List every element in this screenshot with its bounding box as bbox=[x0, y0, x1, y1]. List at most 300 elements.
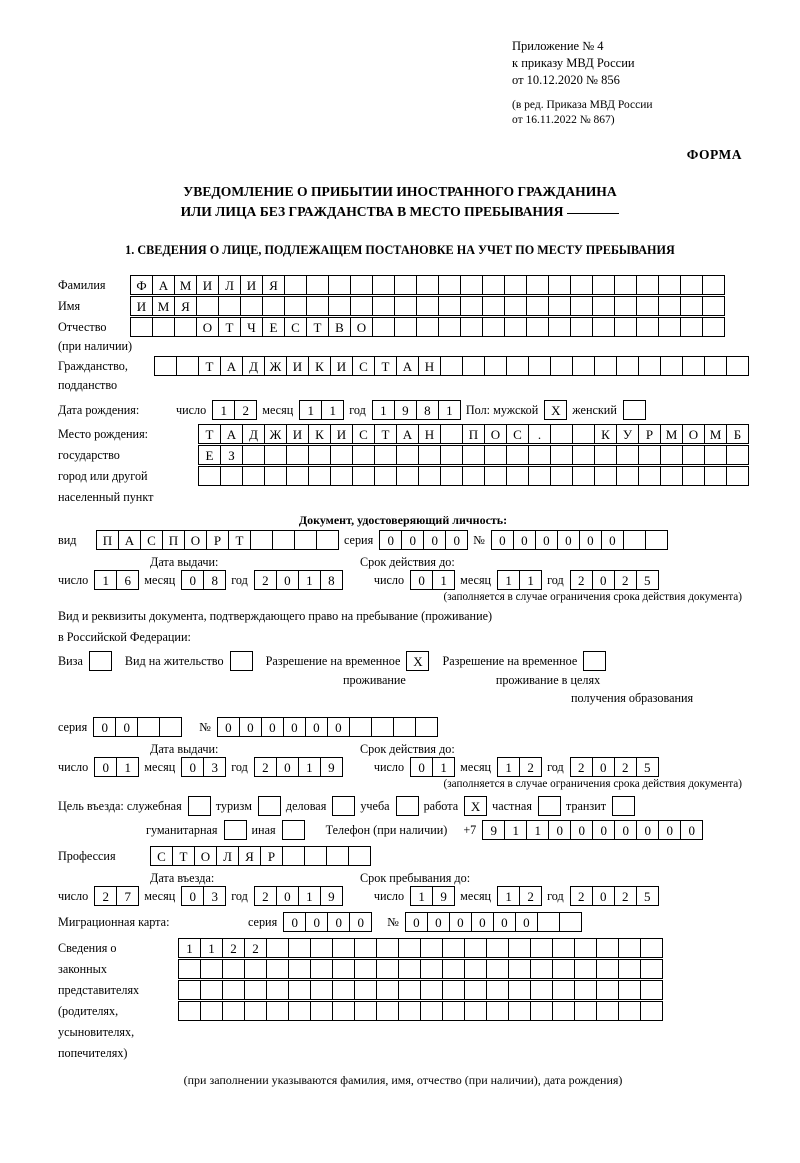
char-cell[interactable] bbox=[130, 317, 153, 337]
char-cell[interactable] bbox=[638, 356, 661, 376]
char-cell[interactable]: 0 bbox=[493, 912, 516, 932]
field-doc-series[interactable] bbox=[379, 530, 467, 550]
char-cell[interactable]: 1 bbox=[432, 757, 455, 777]
char-cell[interactable] bbox=[398, 959, 421, 979]
char-cell[interactable]: И bbox=[130, 296, 153, 316]
char-cell[interactable] bbox=[244, 959, 267, 979]
char-cell[interactable] bbox=[350, 296, 373, 316]
char-cell[interactable] bbox=[464, 980, 487, 1000]
char-cell[interactable]: 2 bbox=[254, 570, 277, 590]
char-cell[interactable]: 1 bbox=[519, 570, 542, 590]
field-legal-row-1[interactable] bbox=[178, 938, 662, 958]
char-cell[interactable] bbox=[572, 424, 595, 444]
char-cell[interactable]: Д bbox=[242, 356, 265, 376]
char-cell[interactable] bbox=[372, 275, 395, 295]
char-cell[interactable] bbox=[572, 356, 595, 376]
char-cell[interactable]: 0 bbox=[410, 570, 433, 590]
char-cell[interactable]: 1 bbox=[504, 820, 527, 840]
field-entry-month[interactable] bbox=[181, 886, 225, 906]
field-birth-year[interactable] bbox=[372, 400, 460, 420]
char-cell[interactable]: Т bbox=[228, 530, 251, 550]
char-cell[interactable]: 2 bbox=[519, 886, 542, 906]
char-cell[interactable] bbox=[559, 912, 582, 932]
field-permit-issue-year[interactable] bbox=[254, 757, 342, 777]
char-cell[interactable] bbox=[442, 938, 465, 958]
char-cell[interactable]: 0 bbox=[614, 820, 637, 840]
char-cell[interactable]: 0 bbox=[239, 717, 262, 737]
char-cell[interactable]: 0 bbox=[276, 757, 299, 777]
char-cell[interactable]: Т bbox=[172, 846, 195, 866]
char-cell[interactable] bbox=[376, 959, 399, 979]
char-cell[interactable]: 0 bbox=[592, 570, 615, 590]
char-cell[interactable] bbox=[506, 356, 529, 376]
char-cell[interactable] bbox=[548, 317, 571, 337]
char-cell[interactable]: 9 bbox=[320, 757, 343, 777]
char-cell[interactable] bbox=[286, 466, 309, 486]
char-cell[interactable] bbox=[398, 938, 421, 958]
char-cell[interactable] bbox=[332, 796, 355, 816]
char-cell[interactable]: 0 bbox=[579, 530, 602, 550]
field-doc-issue-month[interactable] bbox=[181, 570, 225, 590]
char-cell[interactable]: Л bbox=[218, 275, 241, 295]
char-cell[interactable] bbox=[594, 445, 617, 465]
char-cell[interactable] bbox=[288, 938, 311, 958]
char-cell[interactable]: С bbox=[150, 846, 173, 866]
char-cell[interactable] bbox=[640, 938, 663, 958]
char-cell[interactable] bbox=[438, 317, 461, 337]
char-cell[interactable]: О bbox=[484, 424, 507, 444]
checkbox-humanitarian[interactable] bbox=[224, 820, 246, 840]
char-cell[interactable] bbox=[244, 980, 267, 1000]
field-phone[interactable] bbox=[482, 820, 702, 840]
char-cell[interactable] bbox=[376, 980, 399, 1000]
char-cell[interactable] bbox=[682, 466, 705, 486]
char-cell[interactable]: 9 bbox=[482, 820, 505, 840]
char-cell[interactable] bbox=[159, 717, 182, 737]
char-cell[interactable] bbox=[440, 424, 463, 444]
char-cell[interactable]: 0 bbox=[680, 820, 703, 840]
char-cell[interactable]: С bbox=[352, 356, 375, 376]
char-cell[interactable]: 2 bbox=[614, 570, 637, 590]
char-cell[interactable]: И bbox=[196, 275, 219, 295]
char-cell[interactable]: 1 bbox=[298, 570, 321, 590]
char-cell[interactable] bbox=[418, 466, 441, 486]
char-cell[interactable] bbox=[178, 1001, 201, 1021]
char-cell[interactable] bbox=[574, 938, 597, 958]
char-cell[interactable] bbox=[354, 1001, 377, 1021]
char-cell[interactable]: . bbox=[528, 424, 551, 444]
char-cell[interactable] bbox=[660, 445, 683, 465]
char-cell[interactable] bbox=[152, 317, 175, 337]
char-cell[interactable]: 1 bbox=[497, 757, 520, 777]
char-cell[interactable] bbox=[594, 466, 617, 486]
char-cell[interactable]: 2 bbox=[614, 886, 637, 906]
char-cell[interactable]: И bbox=[286, 356, 309, 376]
char-cell[interactable] bbox=[614, 296, 637, 316]
char-cell[interactable]: 0 bbox=[557, 530, 580, 550]
char-cell[interactable]: М bbox=[704, 424, 727, 444]
char-cell[interactable] bbox=[526, 275, 549, 295]
char-cell[interactable] bbox=[420, 959, 443, 979]
field-permit-valid-year[interactable] bbox=[570, 757, 658, 777]
char-cell[interactable]: X bbox=[406, 651, 429, 671]
char-cell[interactable] bbox=[464, 938, 487, 958]
char-cell[interactable] bbox=[272, 530, 295, 550]
char-cell[interactable]: 1 bbox=[497, 886, 520, 906]
char-cell[interactable] bbox=[416, 296, 439, 316]
char-cell[interactable] bbox=[658, 275, 681, 295]
char-cell[interactable]: 0 bbox=[327, 717, 350, 737]
char-cell[interactable] bbox=[438, 296, 461, 316]
char-cell[interactable]: 6 bbox=[116, 570, 139, 590]
char-cell[interactable] bbox=[484, 445, 507, 465]
char-cell[interactable]: А bbox=[118, 530, 141, 550]
char-cell[interactable]: 0 bbox=[327, 912, 350, 932]
char-cell[interactable] bbox=[188, 796, 211, 816]
char-cell[interactable]: 1 bbox=[497, 570, 520, 590]
checkbox-male[interactable] bbox=[544, 400, 566, 420]
char-cell[interactable] bbox=[306, 275, 329, 295]
char-cell[interactable]: Р bbox=[260, 846, 283, 866]
char-cell[interactable]: И bbox=[330, 356, 353, 376]
char-cell[interactable]: 0 bbox=[379, 530, 402, 550]
char-cell[interactable] bbox=[176, 356, 199, 376]
char-cell[interactable] bbox=[570, 317, 593, 337]
char-cell[interactable]: 2 bbox=[570, 570, 593, 590]
char-cell[interactable]: Б bbox=[726, 424, 749, 444]
char-cell[interactable] bbox=[572, 466, 595, 486]
char-cell[interactable] bbox=[310, 1001, 333, 1021]
char-cell[interactable] bbox=[486, 980, 509, 1000]
char-cell[interactable]: 0 bbox=[491, 530, 514, 550]
field-stay-year[interactable] bbox=[570, 886, 658, 906]
char-cell[interactable]: Р bbox=[638, 424, 661, 444]
char-cell[interactable] bbox=[266, 980, 289, 1000]
char-cell[interactable] bbox=[484, 466, 507, 486]
char-cell[interactable]: Я bbox=[262, 275, 285, 295]
char-cell[interactable]: 9 bbox=[394, 400, 417, 420]
field-legal-row-2[interactable] bbox=[178, 959, 662, 979]
char-cell[interactable] bbox=[460, 275, 483, 295]
char-cell[interactable]: П bbox=[462, 424, 485, 444]
char-cell[interactable]: 7 bbox=[116, 886, 139, 906]
field-legal-row-4[interactable] bbox=[178, 1001, 662, 1021]
char-cell[interactable] bbox=[264, 466, 287, 486]
char-cell[interactable] bbox=[636, 275, 659, 295]
field-doc-number[interactable] bbox=[491, 530, 667, 550]
char-cell[interactable]: О bbox=[194, 846, 217, 866]
char-cell[interactable] bbox=[508, 959, 531, 979]
char-cell[interactable] bbox=[420, 980, 443, 1000]
char-cell[interactable]: Н bbox=[418, 356, 441, 376]
char-cell[interactable] bbox=[702, 296, 725, 316]
char-cell[interactable] bbox=[574, 980, 597, 1000]
char-cell[interactable] bbox=[550, 424, 573, 444]
char-cell[interactable] bbox=[528, 466, 551, 486]
char-cell[interactable] bbox=[440, 356, 463, 376]
char-cell[interactable] bbox=[482, 317, 505, 337]
field-surname[interactable] bbox=[130, 275, 724, 295]
char-cell[interactable] bbox=[394, 296, 417, 316]
char-cell[interactable] bbox=[294, 530, 317, 550]
char-cell[interactable] bbox=[196, 296, 219, 316]
char-cell[interactable]: И bbox=[286, 424, 309, 444]
char-cell[interactable] bbox=[266, 938, 289, 958]
field-permit-issue-month[interactable] bbox=[181, 757, 225, 777]
char-cell[interactable] bbox=[486, 938, 509, 958]
field-birthplace-city-2[interactable] bbox=[198, 466, 748, 486]
char-cell[interactable] bbox=[416, 275, 439, 295]
char-cell[interactable]: 1 bbox=[116, 757, 139, 777]
char-cell[interactable]: 1 bbox=[410, 886, 433, 906]
char-cell[interactable] bbox=[548, 275, 571, 295]
char-cell[interactable] bbox=[612, 796, 635, 816]
char-cell[interactable]: 2 bbox=[614, 757, 637, 777]
char-cell[interactable] bbox=[396, 796, 419, 816]
char-cell[interactable] bbox=[349, 717, 372, 737]
char-cell[interactable]: 0 bbox=[515, 912, 538, 932]
char-cell[interactable] bbox=[504, 275, 527, 295]
char-cell[interactable] bbox=[178, 980, 201, 1000]
char-cell[interactable]: 0 bbox=[276, 886, 299, 906]
char-cell[interactable]: 0 bbox=[423, 530, 446, 550]
char-cell[interactable] bbox=[222, 1001, 245, 1021]
char-cell[interactable]: 2 bbox=[519, 757, 542, 777]
char-cell[interactable] bbox=[640, 980, 663, 1000]
char-cell[interactable]: К bbox=[594, 424, 617, 444]
char-cell[interactable]: Т bbox=[198, 424, 221, 444]
char-cell[interactable]: Т bbox=[306, 317, 329, 337]
char-cell[interactable] bbox=[288, 980, 311, 1000]
char-cell[interactable]: Т bbox=[218, 317, 241, 337]
char-cell[interactable] bbox=[645, 530, 668, 550]
char-cell[interactable] bbox=[330, 445, 353, 465]
char-cell[interactable] bbox=[592, 296, 615, 316]
char-cell[interactable] bbox=[266, 1001, 289, 1021]
char-cell[interactable] bbox=[200, 1001, 223, 1021]
field-entry-day[interactable] bbox=[94, 886, 138, 906]
char-cell[interactable]: 1 bbox=[212, 400, 235, 420]
char-cell[interactable]: 0 bbox=[636, 820, 659, 840]
field-birthplace-state[interactable] bbox=[198, 424, 748, 444]
char-cell[interactable]: X bbox=[544, 400, 567, 420]
field-stay-day[interactable] bbox=[410, 886, 454, 906]
char-cell[interactable]: М bbox=[174, 275, 197, 295]
char-cell[interactable] bbox=[680, 275, 703, 295]
char-cell[interactable]: Р bbox=[206, 530, 229, 550]
char-cell[interactable] bbox=[462, 445, 485, 465]
char-cell[interactable]: И bbox=[240, 275, 263, 295]
char-cell[interactable] bbox=[376, 938, 399, 958]
char-cell[interactable]: 0 bbox=[305, 912, 328, 932]
char-cell[interactable]: 0 bbox=[181, 886, 204, 906]
char-cell[interactable]: 0 bbox=[427, 912, 450, 932]
field-stay-month[interactable] bbox=[497, 886, 541, 906]
char-cell[interactable]: 2 bbox=[94, 886, 117, 906]
checkbox-edu-residence[interactable] bbox=[583, 651, 605, 671]
char-cell[interactable]: А bbox=[220, 356, 243, 376]
char-cell[interactable] bbox=[230, 651, 253, 671]
char-cell[interactable] bbox=[352, 445, 375, 465]
char-cell[interactable] bbox=[462, 466, 485, 486]
char-cell[interactable]: 0 bbox=[601, 530, 624, 550]
char-cell[interactable] bbox=[530, 959, 553, 979]
char-cell[interactable] bbox=[596, 1001, 619, 1021]
char-cell[interactable] bbox=[574, 959, 597, 979]
char-cell[interactable]: 1 bbox=[299, 400, 322, 420]
char-cell[interactable] bbox=[486, 959, 509, 979]
char-cell[interactable]: 0 bbox=[592, 886, 615, 906]
char-cell[interactable]: 2 bbox=[570, 886, 593, 906]
char-cell[interactable] bbox=[640, 959, 663, 979]
char-cell[interactable]: 1 bbox=[526, 820, 549, 840]
char-cell[interactable] bbox=[442, 1001, 465, 1021]
char-cell[interactable] bbox=[371, 717, 394, 737]
char-cell[interactable]: Ж bbox=[264, 356, 287, 376]
field-birth-day[interactable] bbox=[212, 400, 256, 420]
char-cell[interactable] bbox=[530, 980, 553, 1000]
char-cell[interactable] bbox=[250, 530, 273, 550]
char-cell[interactable]: 1 bbox=[298, 886, 321, 906]
field-entry-year[interactable] bbox=[254, 886, 342, 906]
char-cell[interactable] bbox=[218, 296, 241, 316]
char-cell[interactable] bbox=[460, 296, 483, 316]
char-cell[interactable]: 1 bbox=[298, 757, 321, 777]
char-cell[interactable]: 0 bbox=[570, 820, 593, 840]
field-name[interactable] bbox=[130, 296, 724, 316]
char-cell[interactable] bbox=[726, 466, 749, 486]
char-cell[interactable] bbox=[464, 959, 487, 979]
field-doc-kind[interactable] bbox=[96, 530, 338, 550]
char-cell[interactable] bbox=[658, 296, 681, 316]
char-cell[interactable] bbox=[354, 959, 377, 979]
char-cell[interactable]: Е bbox=[262, 317, 285, 337]
char-cell[interactable]: Ж bbox=[264, 424, 287, 444]
char-cell[interactable] bbox=[618, 1001, 641, 1021]
char-cell[interactable] bbox=[702, 275, 725, 295]
char-cell[interactable]: А bbox=[220, 424, 243, 444]
char-cell[interactable]: 2 bbox=[254, 757, 277, 777]
char-cell[interactable] bbox=[526, 296, 549, 316]
char-cell[interactable] bbox=[420, 938, 443, 958]
char-cell[interactable] bbox=[326, 846, 349, 866]
char-cell[interactable]: Ф bbox=[130, 275, 153, 295]
char-cell[interactable] bbox=[242, 466, 265, 486]
char-cell[interactable]: 0 bbox=[410, 757, 433, 777]
char-cell[interactable]: 1 bbox=[178, 938, 201, 958]
char-cell[interactable] bbox=[596, 980, 619, 1000]
char-cell[interactable]: 0 bbox=[592, 757, 615, 777]
field-birth-month[interactable] bbox=[299, 400, 343, 420]
char-cell[interactable] bbox=[616, 466, 639, 486]
char-cell[interactable] bbox=[242, 445, 265, 465]
char-cell[interactable] bbox=[372, 317, 395, 337]
char-cell[interactable] bbox=[398, 1001, 421, 1021]
char-cell[interactable] bbox=[616, 356, 639, 376]
field-permit-valid-day[interactable] bbox=[410, 757, 454, 777]
char-cell[interactable] bbox=[548, 296, 571, 316]
char-cell[interactable] bbox=[614, 275, 637, 295]
char-cell[interactable] bbox=[592, 275, 615, 295]
char-cell[interactable] bbox=[680, 296, 703, 316]
char-cell[interactable] bbox=[282, 846, 305, 866]
char-cell[interactable] bbox=[266, 959, 289, 979]
char-cell[interactable]: О bbox=[184, 530, 207, 550]
field-doc-valid-month[interactable] bbox=[497, 570, 541, 590]
char-cell[interactable] bbox=[592, 317, 615, 337]
char-cell[interactable] bbox=[374, 466, 397, 486]
char-cell[interactable]: 0 bbox=[181, 757, 204, 777]
char-cell[interactable] bbox=[508, 1001, 531, 1021]
char-cell[interactable] bbox=[704, 445, 727, 465]
char-cell[interactable] bbox=[537, 912, 560, 932]
char-cell[interactable] bbox=[538, 796, 561, 816]
char-cell[interactable] bbox=[660, 466, 683, 486]
char-cell[interactable]: 0 bbox=[349, 912, 372, 932]
char-cell[interactable] bbox=[396, 445, 419, 465]
char-cell[interactable] bbox=[640, 1001, 663, 1021]
char-cell[interactable]: М bbox=[152, 296, 175, 316]
checkbox-business[interactable] bbox=[332, 796, 354, 816]
char-cell[interactable]: Д bbox=[242, 424, 265, 444]
char-cell[interactable] bbox=[440, 445, 463, 465]
field-permit-number[interactable] bbox=[217, 717, 437, 737]
char-cell[interactable]: А bbox=[152, 275, 175, 295]
char-cell[interactable] bbox=[583, 651, 606, 671]
char-cell[interactable] bbox=[462, 356, 485, 376]
char-cell[interactable]: Л bbox=[216, 846, 239, 866]
char-cell[interactable] bbox=[328, 296, 351, 316]
char-cell[interactable]: 0 bbox=[471, 912, 494, 932]
char-cell[interactable] bbox=[332, 1001, 355, 1021]
char-cell[interactable]: 9 bbox=[320, 886, 343, 906]
field-legal-row-3[interactable] bbox=[178, 980, 662, 1000]
checkbox-tourism[interactable] bbox=[258, 796, 280, 816]
char-cell[interactable]: 1 bbox=[372, 400, 395, 420]
char-cell[interactable] bbox=[618, 959, 641, 979]
char-cell[interactable]: Т bbox=[374, 356, 397, 376]
checkbox-visa[interactable] bbox=[89, 651, 111, 671]
char-cell[interactable]: 2 bbox=[222, 938, 245, 958]
char-cell[interactable]: К bbox=[308, 424, 331, 444]
char-cell[interactable] bbox=[200, 959, 223, 979]
char-cell[interactable] bbox=[618, 938, 641, 958]
char-cell[interactable] bbox=[420, 1001, 443, 1021]
char-cell[interactable] bbox=[636, 317, 659, 337]
char-cell[interactable] bbox=[552, 959, 575, 979]
char-cell[interactable] bbox=[596, 938, 619, 958]
char-cell[interactable]: 1 bbox=[438, 400, 461, 420]
char-cell[interactable] bbox=[308, 445, 331, 465]
char-cell[interactable] bbox=[374, 445, 397, 465]
char-cell[interactable]: 8 bbox=[320, 570, 343, 590]
char-cell[interactable]: 5 bbox=[636, 757, 659, 777]
char-cell[interactable] bbox=[332, 959, 355, 979]
char-cell[interactable]: 2 bbox=[570, 757, 593, 777]
checkbox-transit[interactable] bbox=[612, 796, 634, 816]
char-cell[interactable] bbox=[638, 445, 661, 465]
char-cell[interactable] bbox=[442, 959, 465, 979]
char-cell[interactable]: 1 bbox=[200, 938, 223, 958]
char-cell[interactable] bbox=[310, 938, 333, 958]
char-cell[interactable] bbox=[570, 275, 593, 295]
char-cell[interactable] bbox=[284, 296, 307, 316]
char-cell[interactable] bbox=[372, 296, 395, 316]
char-cell[interactable] bbox=[440, 466, 463, 486]
char-cell[interactable]: 0 bbox=[305, 717, 328, 737]
char-cell[interactable] bbox=[310, 959, 333, 979]
char-cell[interactable]: 0 bbox=[115, 717, 138, 737]
